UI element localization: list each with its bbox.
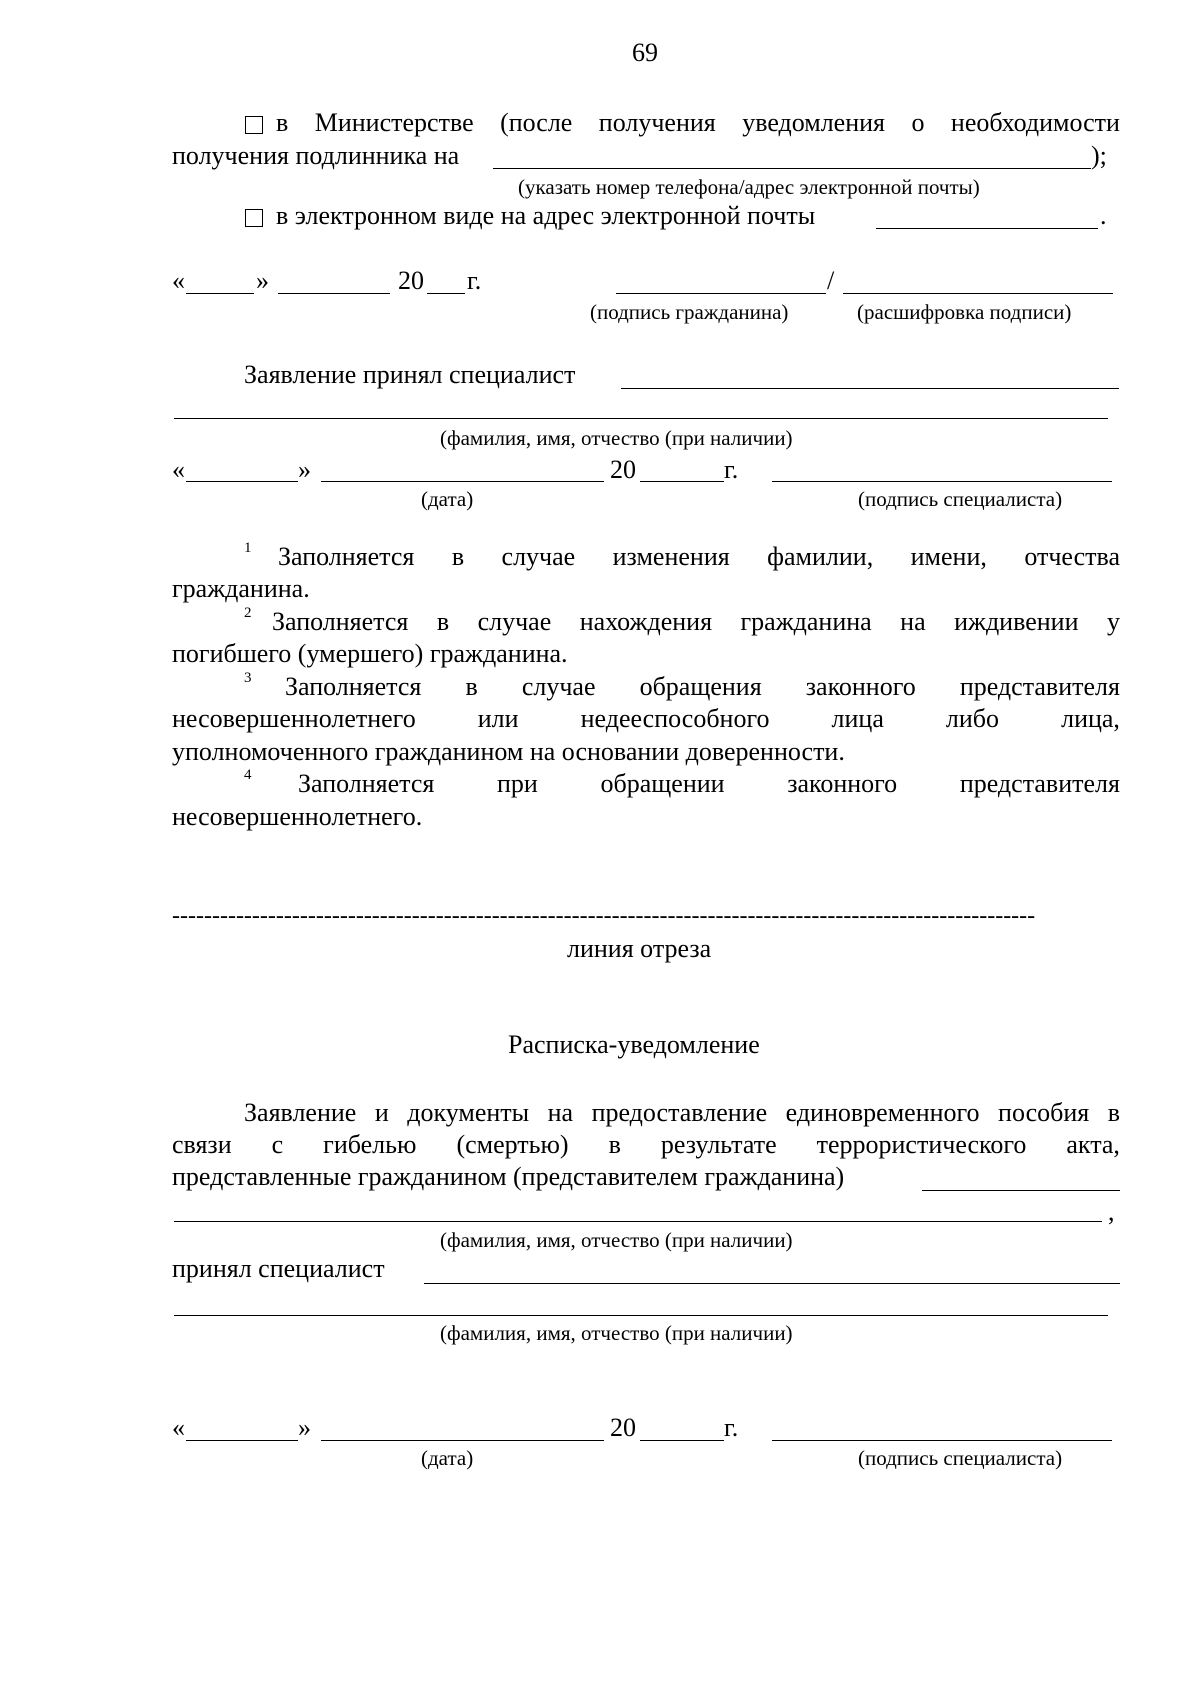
word: необходимости <box>950 108 1120 137</box>
date2-year-blank[interactable] <box>640 481 724 482</box>
date2-day-blank[interactable] <box>186 481 298 482</box>
word: отчества <box>1024 542 1120 571</box>
word: в <box>451 542 465 571</box>
receipt-line1 <box>244 1098 1120 1128</box>
email-option-label: в электронном виде на адрес электронной почты <box>276 201 816 230</box>
email-blank[interactable] <box>876 228 1098 229</box>
word: гражданина <box>740 607 872 636</box>
word: законного <box>805 672 916 701</box>
footnote-4-line2: несовершеннолетнего. <box>172 802 423 831</box>
email-checkbox[interactable] <box>245 209 263 227</box>
word: лица <box>831 704 884 733</box>
word: недееспособного <box>580 704 770 733</box>
date3-date-label: (дата) <box>421 1446 474 1470</box>
receipt-specialist-blank-2[interactable] <box>174 1315 1108 1316</box>
footnote-2-line2: погибшего (умершего) гражданина. <box>172 639 568 668</box>
ministry-option-line2-prefix: получения подлинника на <box>172 141 460 170</box>
specialist-signature-blank-1[interactable] <box>772 481 1112 482</box>
date2-month-blank[interactable] <box>321 481 604 482</box>
word: Министерстве <box>314 108 474 137</box>
word: (после <box>500 108 573 137</box>
email-option-end: . <box>1100 201 1107 230</box>
cut-line-label: линия отреза <box>567 934 712 963</box>
date2-signature-label: (подпись специалиста) <box>858 487 1063 511</box>
receipt-specialist-blank-1[interactable] <box>424 1283 1120 1284</box>
receipt-signature-blank[interactable] <box>772 1440 1112 1441</box>
word: законного <box>787 769 898 798</box>
word: с <box>271 1130 284 1159</box>
date2-date-label: (дата) <box>421 487 474 511</box>
ministry-option-text <box>276 108 1120 138</box>
date2-year-prefix: 20 <box>610 455 636 484</box>
word: обращении <box>600 769 725 798</box>
word: представителя <box>959 672 1120 701</box>
word: случае <box>521 672 596 701</box>
word: нахождения <box>579 607 713 636</box>
word: в <box>276 108 289 137</box>
receipt-line2-text <box>172 1130 1120 1160</box>
word: о <box>911 108 925 137</box>
word: на <box>900 607 926 636</box>
specialist-fio-hint: (фамилия, имя, отчество (при наличии) <box>440 426 793 450</box>
date3-year-suffix: г. <box>724 1413 739 1442</box>
date2-open-quote: « <box>172 455 185 484</box>
page-number: 69 <box>632 38 658 67</box>
citizen-signature-blank[interactable] <box>616 293 826 294</box>
date1-year-prefix: 20 <box>398 266 424 295</box>
word: случае <box>477 607 552 636</box>
footnote-3-line3: уполномоченного гражданином на основании доверенности. <box>172 737 845 766</box>
word: уведомления <box>742 108 886 137</box>
word: на <box>547 1098 574 1127</box>
word: результате <box>660 1130 777 1159</box>
footnote-3-line1 <box>285 672 1120 702</box>
date2-close-quote: » <box>298 455 311 484</box>
accepted-label: Заявление принял специалист <box>244 360 576 389</box>
word: пособия <box>998 1098 1090 1127</box>
receipt-title: Расписка-уведомление <box>508 1030 760 1059</box>
citizen-signature-label: (подпись гражданина) <box>590 300 789 324</box>
footnote-3-line1-text <box>285 672 1120 702</box>
ministry-option-line2-suffix: ); <box>1091 141 1107 170</box>
date3-close-quote: » <box>298 1413 311 1442</box>
footnote-1-line2: гражданина. <box>172 574 310 603</box>
word: Заявление <box>244 1098 357 1127</box>
footnote-4-number: 4 <box>244 767 252 783</box>
word: и <box>374 1098 389 1127</box>
contact-hint: (указать номер телефона/адрес электронной почты) <box>518 175 980 199</box>
footnote-1-line1-text <box>278 542 1120 572</box>
specialist-name-blank-1[interactable] <box>621 388 1119 389</box>
date1-open-quote: « <box>172 266 185 295</box>
word: представителя <box>959 769 1120 798</box>
receipt-line1-text <box>244 1098 1120 1128</box>
word: лица, <box>1061 704 1120 733</box>
cut-line: ------------------------------------------------------------------------------------------------------------ <box>172 904 1036 928</box>
word: имени, <box>910 542 987 571</box>
word: (смертью) <box>456 1130 569 1159</box>
word: у <box>1106 607 1120 636</box>
word: иждивении <box>954 607 1079 636</box>
date1-day-blank[interactable] <box>186 293 254 294</box>
specialist-name-blank-2[interactable] <box>174 418 1108 419</box>
date2-year-suffix: г. <box>724 455 739 484</box>
word: или <box>477 704 519 733</box>
footnote-4-line1 <box>298 769 1120 799</box>
signature-decode-label: (расшифровка подписи) <box>857 300 1072 324</box>
footnote-1-line1 <box>278 542 1120 572</box>
receipt-line3: представленные гражданином (представителем гражданина) <box>172 1162 845 1191</box>
word: связи <box>172 1130 232 1159</box>
receipt-fio-hint-2: (фамилия, имя, отчество (при наличии) <box>440 1321 793 1345</box>
footnote-1-number: 1 <box>244 540 252 556</box>
receipt-specialist-label: принял специалист <box>172 1254 385 1283</box>
word: документы <box>407 1098 530 1127</box>
word: в <box>608 1130 621 1159</box>
word: случае <box>501 542 576 571</box>
signature-slash: / <box>827 266 835 295</box>
date3-month-blank[interactable] <box>321 1440 604 1441</box>
contact-blank[interactable] <box>493 168 1091 169</box>
word: фамилии, <box>767 542 874 571</box>
word: Заполняется <box>278 542 415 571</box>
word: единовременного <box>785 1098 980 1127</box>
word: в <box>465 672 478 701</box>
footnote-3-line2 <box>172 704 1120 734</box>
word: в <box>1107 1098 1120 1127</box>
footnote-4-line1-text <box>298 769 1120 799</box>
date3-signature-label: (подпись специалиста) <box>858 1446 1063 1470</box>
word: террористического <box>816 1130 1027 1159</box>
word: либо <box>945 704 1000 733</box>
word: гибелью <box>323 1130 417 1159</box>
representative-name-blank-2[interactable] <box>174 1221 1102 1222</box>
footnote-2-line1 <box>272 607 1120 637</box>
footnote-2-number: 2 <box>244 605 252 621</box>
representative-name-blank-1[interactable] <box>922 1190 1120 1191</box>
word: изменения <box>612 542 730 571</box>
word: обращения <box>639 672 762 701</box>
date1-year-blank[interactable] <box>427 293 465 294</box>
word: получения <box>598 108 716 137</box>
date3-day-blank[interactable] <box>186 1440 298 1441</box>
date1-month-blank[interactable] <box>278 293 390 294</box>
word: при <box>497 769 538 798</box>
date3-year-blank[interactable] <box>640 1440 724 1441</box>
ministry-option-line1 <box>276 108 1120 138</box>
word: Заполняется <box>285 672 422 701</box>
date3-year-prefix: 20 <box>610 1413 636 1442</box>
word: несовершеннолетнего <box>172 704 416 733</box>
word: Заполняется <box>298 769 435 798</box>
word: Заполняется <box>272 607 409 636</box>
receipt-comma: , <box>1108 1197 1115 1226</box>
footnote-2-line1-text <box>272 607 1120 637</box>
date1-close-quote: » <box>256 266 269 295</box>
ministry-checkbox[interactable] <box>245 116 263 134</box>
word: предоставление <box>591 1098 768 1127</box>
footnote-3-line2-text <box>172 704 1120 734</box>
date3-open-quote: « <box>172 1413 185 1442</box>
receipt-line2 <box>172 1130 1120 1160</box>
word: акта, <box>1066 1130 1120 1159</box>
word: в <box>436 607 450 636</box>
date1-year-suffix: г. <box>467 266 482 295</box>
receipt-fio-hint-1: (фамилия, имя, отчество (при наличии) <box>440 1228 793 1252</box>
signature-decode-blank[interactable] <box>843 293 1113 294</box>
footnote-3-number: 3 <box>244 670 252 686</box>
